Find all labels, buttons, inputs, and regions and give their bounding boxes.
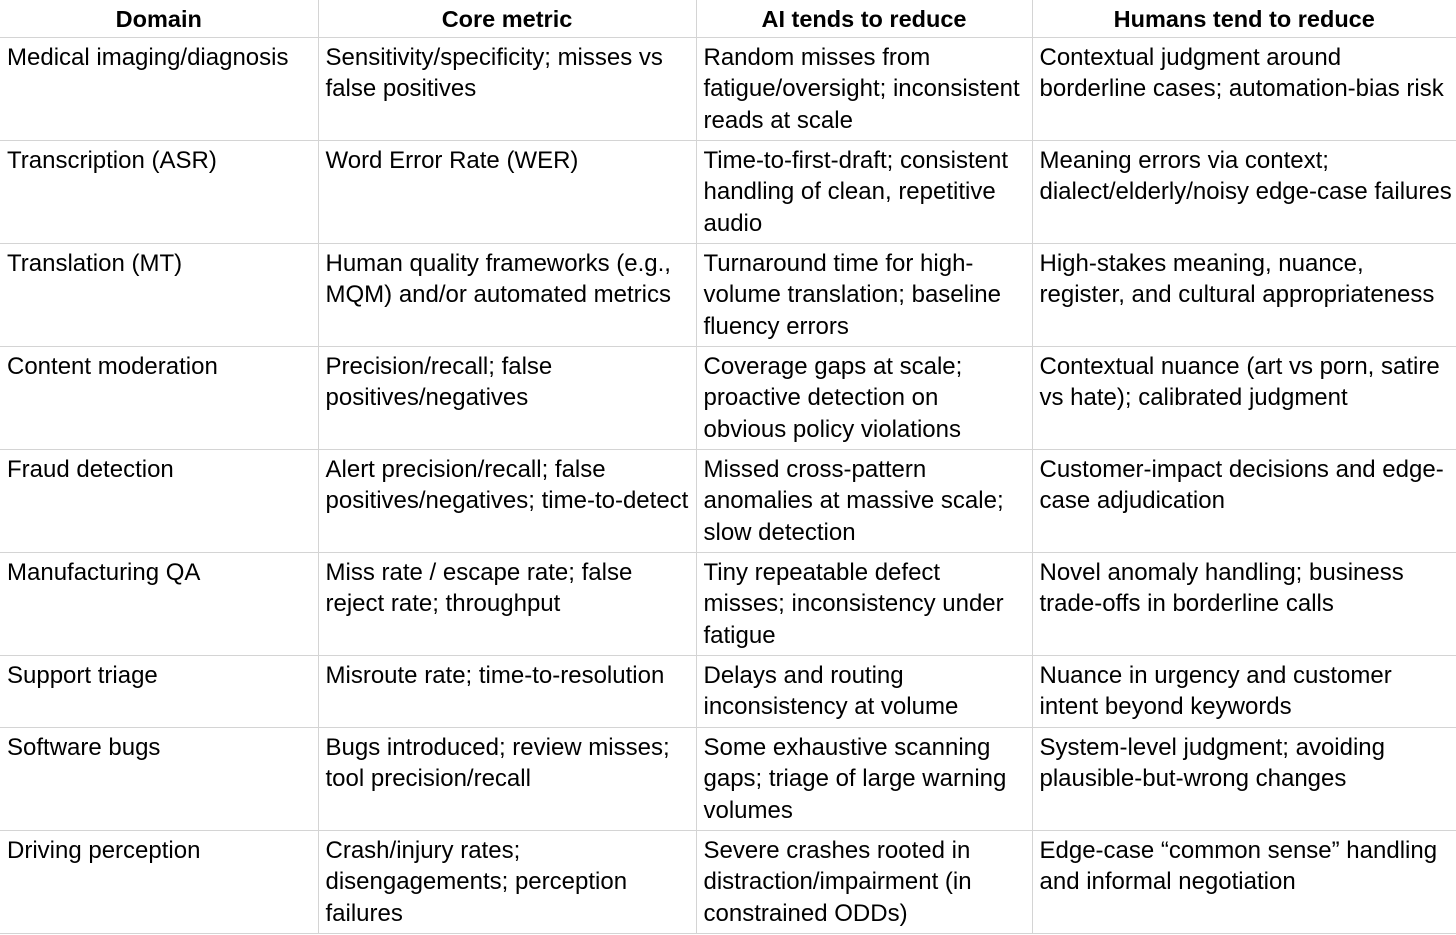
cell-core-metric: Sensitivity/specificity; misses vs false positives [318,38,696,141]
table-row [0,831,1456,934]
cell-ai-reduces: Turnaround time for high-volume translation; baseline fluency errors [696,244,1032,347]
cell-humans-reduce: Novel anomaly handling; business trade-offs in borderline calls [1032,553,1456,656]
header-core-metric: Core metric [318,0,696,38]
cell-core-metric: Precision/recall; false positives/negatives [318,347,696,450]
cell-humans-reduce: High-stakes meaning, nuance, register, and cultural appropriateness [1032,244,1456,347]
table-row [0,38,1456,141]
table-row [0,450,1456,553]
header-ai-reduces: AI tends to reduce [696,0,1032,38]
cell-ai-reduces: Missed cross-pattern anomalies at massive scale; slow detection [696,450,1032,553]
cell-domain: Driving perception [0,831,318,934]
cell-core-metric: Misroute rate; time-to-resolution [318,656,696,728]
cell-domain: Medical imaging/diagnosis [0,38,318,141]
table-row [0,656,1456,728]
cell-ai-reduces: Random misses from fatigue/oversight; inconsistent reads at scale [696,38,1032,141]
cell-humans-reduce: System-level judgment; avoiding plausible-but-wrong changes [1032,728,1456,831]
table-row [0,244,1456,347]
cell-ai-reduces: Delays and routing inconsistency at volume [696,656,1032,728]
cell-domain: Transcription (ASR) [0,141,318,244]
cell-core-metric: Miss rate / escape rate; false reject rate; throughput [318,553,696,656]
cell-humans-reduce: Contextual nuance (art vs porn, satire vs hate); calibrated judgment [1032,347,1456,450]
cell-ai-reduces: Some exhaustive scanning gaps; triage of large warning volumes [696,728,1032,831]
cell-core-metric: Crash/injury rates; disengagements; perception failures [318,831,696,934]
cell-core-metric: Human quality frameworks (e.g., MQM) and/or automated metrics [318,244,696,347]
cell-domain: Translation (MT) [0,244,318,347]
cell-humans-reduce: Nuance in urgency and customer intent beyond keywords [1032,656,1456,728]
cell-domain: Support triage [0,656,318,728]
cell-humans-reduce: Contextual judgment around borderline cases; automation-bias risk [1032,38,1456,141]
cell-core-metric: Word Error Rate (WER) [318,141,696,244]
table-row [0,347,1456,450]
cell-core-metric: Alert precision/recall; false positives/negatives; time-to-detect [318,450,696,553]
cell-ai-reduces: Time-to-first-draft; consistent handling of clean, repetitive audio [696,141,1032,244]
cell-domain: Fraud detection [0,450,318,553]
cell-ai-reduces: Tiny repeatable defect misses; inconsistency under fatigue [696,553,1032,656]
header-row [0,0,1456,38]
cell-domain: Software bugs [0,728,318,831]
header-humans-reduce: Humans tend to reduce [1032,0,1456,38]
cell-humans-reduce: Customer-impact decisions and edge-case adjudication [1032,450,1456,553]
cell-humans-reduce: Meaning errors via context; dialect/elderly/noisy edge-case failures [1032,141,1456,244]
cell-domain: Content moderation [0,347,318,450]
table-row [0,553,1456,656]
cell-core-metric: Bugs introduced; review misses; tool precision/recall [318,728,696,831]
table-row [0,141,1456,244]
cell-domain: Manufacturing QA [0,553,318,656]
cell-ai-reduces: Severe crashes rooted in distraction/impairment (in constrained ODDs) [696,831,1032,934]
header-domain: Domain [0,0,318,38]
cell-humans-reduce: Edge-case “common sense” handling and informal negotiation [1032,831,1456,934]
cell-ai-reduces: Coverage gaps at scale; proactive detection on obvious policy violations [696,347,1032,450]
table-row [0,728,1456,831]
